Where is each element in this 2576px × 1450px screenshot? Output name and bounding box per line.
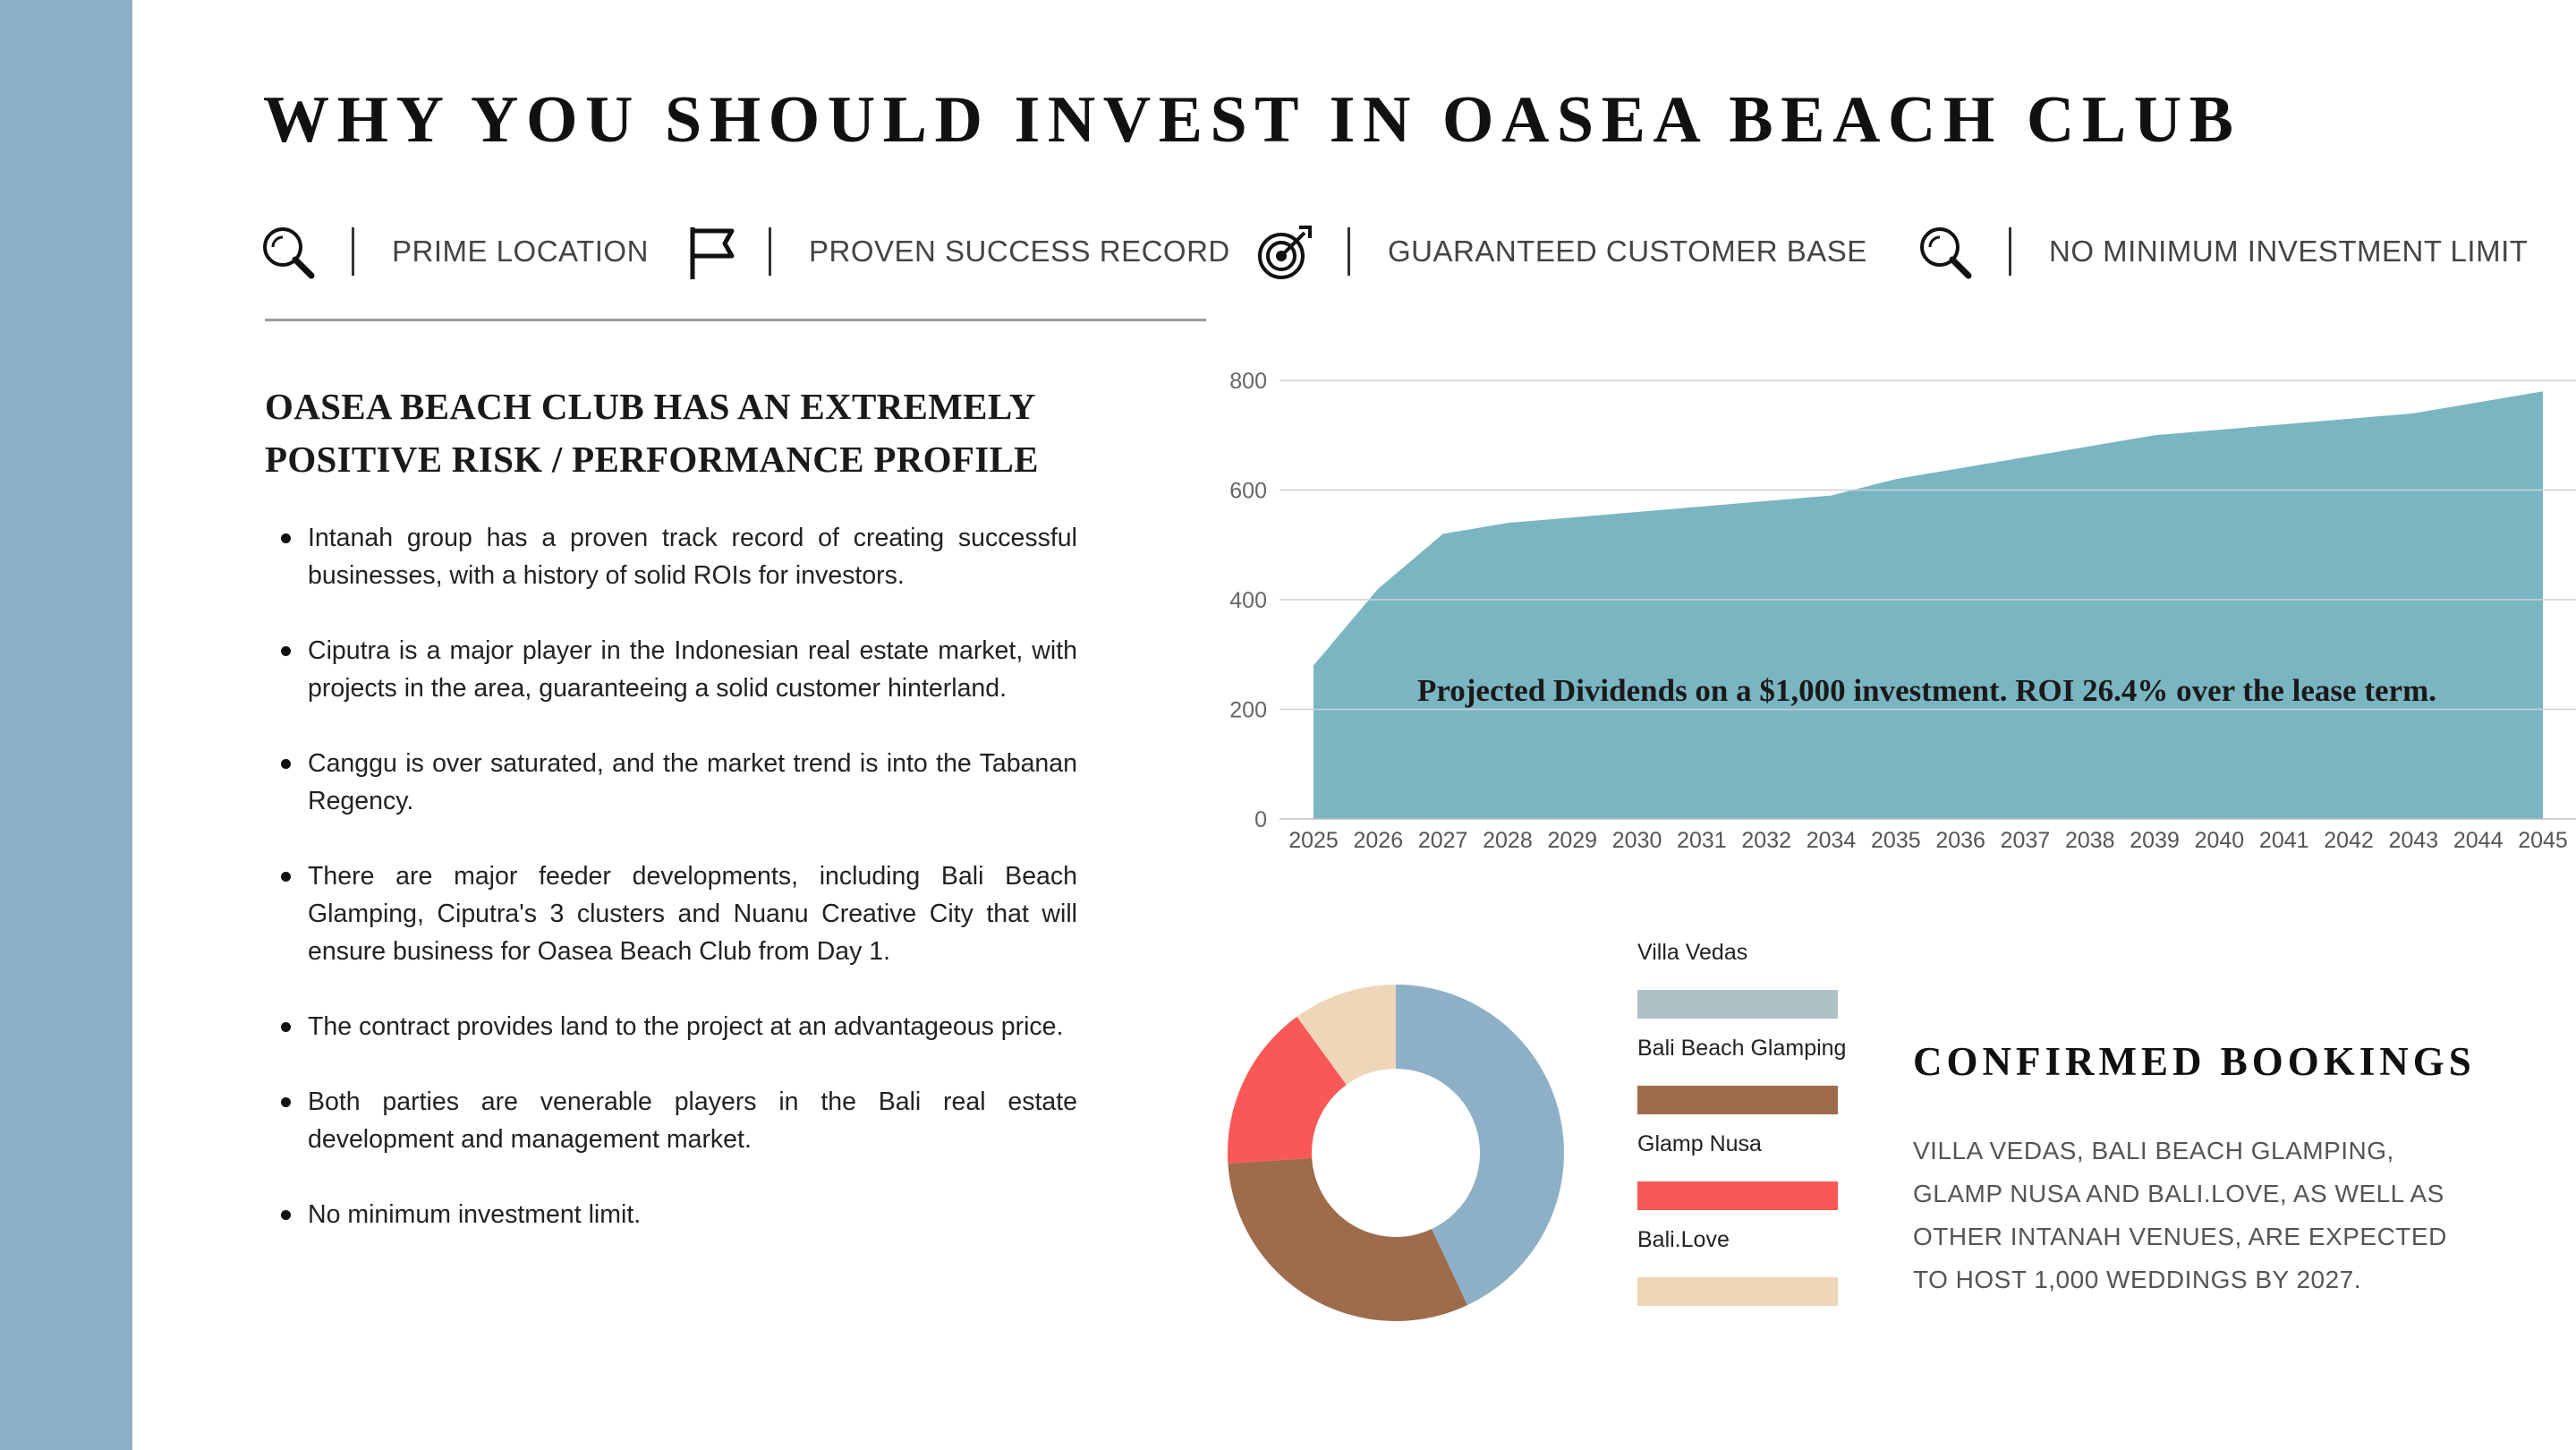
heading-line-2: POSITIVE RISK / PERFORMANCE PROFILE bbox=[265, 439, 1039, 480]
page-title: WHY YOU SHOULD INVEST IN OASEA BEACH CLUB bbox=[263, 83, 2241, 157]
x-tick-label: 2032 bbox=[1741, 828, 1792, 853]
legend-item bbox=[1636, 1036, 1904, 1125]
list-item: The contract provides land to the project at an advantageous price. bbox=[265, 1008, 1077, 1045]
legend-label: Bali Beach Glamping bbox=[1637, 1036, 1847, 1061]
x-tick-label: 2034 bbox=[1806, 828, 1857, 853]
x-tick-label: 2036 bbox=[1935, 828, 1985, 853]
y-tick-label: 0 bbox=[1254, 807, 1267, 832]
search-icon bbox=[258, 222, 319, 283]
legend-label: Villa Vedas bbox=[1637, 940, 1748, 965]
x-tick-label: 2035 bbox=[1871, 828, 1921, 853]
x-tick-label: 2045 bbox=[2518, 828, 2568, 853]
x-tick-label: 2031 bbox=[1677, 828, 1727, 853]
y-tick-label: 200 bbox=[1229, 697, 1267, 723]
feature-strip bbox=[0, 215, 2576, 286]
bookings-title: CONFIRMED BOOKINGS bbox=[1913, 1039, 2476, 1084]
x-tick-label: 2026 bbox=[1353, 828, 1404, 853]
risk-profile-heading bbox=[265, 380, 1160, 486]
feature-separator bbox=[2009, 227, 2011, 276]
divider bbox=[265, 319, 1206, 321]
feature-label-prime-location: PRIME LOCATION bbox=[392, 235, 649, 268]
target-icon bbox=[1254, 222, 1315, 283]
chart-annotation: Projected Dividends on a $1,000 investment. ROI 26.4% over the lease term. bbox=[1417, 673, 2436, 708]
x-tick-label: 2040 bbox=[2194, 828, 2245, 853]
x-tick-label: 2043 bbox=[2388, 828, 2439, 853]
x-tick-label: 2028 bbox=[1483, 828, 1533, 853]
feature-separator bbox=[769, 227, 771, 276]
donut-legend bbox=[1636, 940, 1904, 1316]
x-tick-label: 2042 bbox=[2324, 828, 2374, 853]
x-tick-label: 2038 bbox=[2064, 828, 2115, 853]
list-item: Canggu is over saturated, and the market trend is into the Tabanan Regency. bbox=[265, 745, 1077, 820]
x-tick-label: 2027 bbox=[1417, 828, 1468, 853]
donut-slice bbox=[1228, 1158, 1467, 1321]
feature-separator bbox=[1348, 227, 1350, 276]
feature-label-proven-success: PROVEN SUCCESS RECORD bbox=[809, 235, 1230, 268]
list-item: Ciputra is a major player in the Indonesian real estate market, with projects in the area, guaranteeing a solid customer hinterland. bbox=[265, 632, 1077, 707]
feature-separator bbox=[352, 227, 354, 276]
x-tick-label: 2029 bbox=[1547, 828, 1598, 853]
feature-label-no-minimum: NO MINIMUM INVESTMENT LIMIT bbox=[2049, 235, 2529, 268]
bookings-donut-chart bbox=[1226, 983, 1566, 1323]
legend-label: Bali.Love bbox=[1637, 1227, 1730, 1252]
legend-item bbox=[1636, 1131, 1904, 1221]
legend-swatch bbox=[1637, 1086, 1838, 1114]
x-tick-label: 2025 bbox=[1288, 828, 1339, 853]
x-tick-label: 2044 bbox=[2453, 828, 2504, 853]
x-tick-label: 2039 bbox=[2130, 828, 2180, 853]
area-series bbox=[1314, 391, 2543, 819]
legend-swatch bbox=[1637, 1181, 1838, 1210]
legend-label: Glamp Nusa bbox=[1637, 1131, 1762, 1156]
flag-icon bbox=[682, 222, 743, 283]
heading-line-1: OASEA BEACH CLUB HAS AN EXTREMELY bbox=[265, 386, 1036, 427]
x-tick-label: 2030 bbox=[1611, 828, 1662, 853]
legend-item bbox=[1636, 1227, 1904, 1317]
y-tick-label: 600 bbox=[1229, 478, 1267, 504]
list-item: Intanah group has a proven track record of creating successful businesses, with a history of solid ROIs for investors. bbox=[265, 519, 1077, 594]
bookings-text: VILLA VEDAS, BALI BEACH GLAMPING, GLAMP NUSA AND BALI.LOVE, AS WELL AS OTHER INTANAH VENUES, ARE EXPECTED TO HOST 1,000 WEDDINGS BY 2027. bbox=[1913, 1137, 2447, 1293]
list-item: There are major feeder developments, including Bali Beach Glamping, Ciputra's 3 clusters and Nuanu Creative City that will ensure business for Oasea Beach Club from Day 1. bbox=[265, 857, 1077, 970]
list-item: No minimum investment limit. bbox=[265, 1196, 1077, 1233]
legend-swatch bbox=[1637, 990, 1838, 1019]
bullet-list bbox=[265, 519, 1077, 1271]
y-tick-label: 800 bbox=[1229, 369, 1267, 394]
list-item: Both parties are venerable players in the Bali real estate development and management market. bbox=[265, 1083, 1077, 1158]
x-tick-label: 2037 bbox=[2000, 828, 2051, 853]
feature-label-guaranteed-customer: GUARANTEED CUSTOMER BASE bbox=[1388, 235, 1867, 268]
legend-swatch bbox=[1637, 1277, 1838, 1306]
y-tick-label: 400 bbox=[1229, 588, 1267, 613]
dividends-area-chart bbox=[1199, 354, 2576, 873]
search-icon bbox=[1915, 222, 1976, 283]
x-tick-label: 2041 bbox=[2258, 828, 2309, 853]
legend-item bbox=[1636, 940, 1904, 1029]
